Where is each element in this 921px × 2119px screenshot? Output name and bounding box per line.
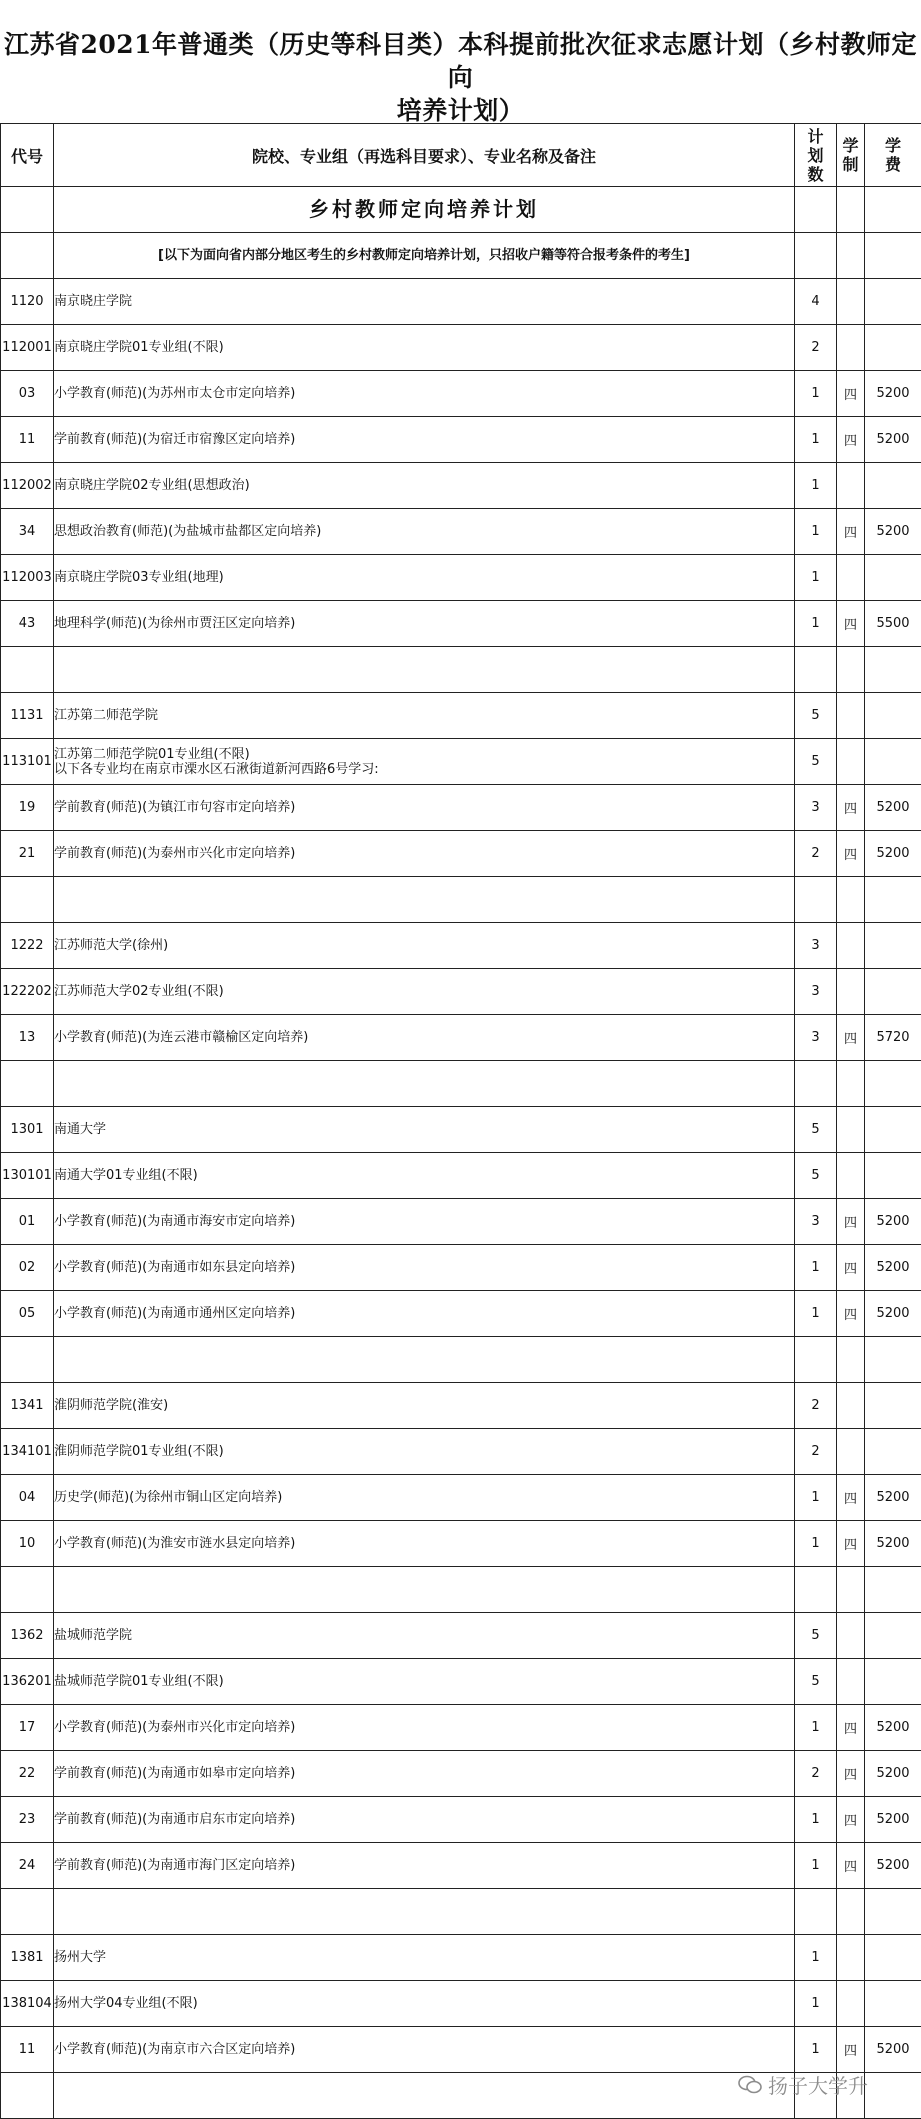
table-row <box>1 1015 921 1061</box>
cell-code: 130101 <box>1 1153 54 1199</box>
table-body <box>1 187 921 2119</box>
table-row <box>1 1245 921 1291</box>
cell-name: 盐城师范学院01专业组(不限) <box>54 1659 795 1705</box>
cell-num: 1 <box>795 601 837 647</box>
table-row <box>1 923 921 969</box>
cell-fee <box>865 923 921 969</box>
cell-code: 11 <box>1 2027 54 2073</box>
cell-num: 3 <box>795 923 837 969</box>
cell-fee <box>865 647 921 693</box>
cell-fee <box>865 555 921 601</box>
cell-name-line: 江苏第二师范学院01专业组(不限) <box>54 746 250 762</box>
cell-fee: 5200 <box>865 1245 921 1291</box>
cell-years: 四 <box>837 601 865 647</box>
table-row <box>1 325 921 371</box>
cell-name: 南京晓庄学院01专业组(不限) <box>54 325 795 371</box>
header-name: 院校、专业组（再选科目要求）、专业名称及备注 <box>54 124 795 187</box>
table-row <box>1 693 921 739</box>
table-row <box>1 1153 921 1199</box>
cell-num: 1 <box>795 555 837 601</box>
cell-fee <box>865 2073 921 2119</box>
table-row <box>1 1613 921 1659</box>
cell-num: 1 <box>795 509 837 555</box>
cell-name: 学前教育(师范)(为宿迁市宿豫区定向培养) <box>54 417 795 463</box>
cell-name: 学前教育(师范)(为南通市启东市定向培养) <box>54 1797 795 1843</box>
table-row <box>1 785 921 831</box>
cell-fee: 5200 <box>865 509 921 555</box>
cell-fee <box>865 1107 921 1153</box>
cell-years <box>837 877 865 923</box>
cell-fee <box>865 187 921 233</box>
cell-num: 5 <box>795 1613 837 1659</box>
cell-code: 13 <box>1 1015 54 1061</box>
cell-years: 四 <box>837 1751 865 1797</box>
cell-name-remark: 以下各专业均在南京市溧水区石湫街道新河西路6号学习: <box>54 761 379 777</box>
cell-num: 3 <box>795 1015 837 1061</box>
cell-name: 学前教育(师范)(为镇江市句容市定向培养) <box>54 785 795 831</box>
cell-code: 112001 <box>1 325 54 371</box>
cell-name <box>54 2073 795 2119</box>
cell-years: 四 <box>837 1199 865 1245</box>
spacer-row <box>1 647 921 693</box>
cell-code: 1222 <box>1 923 54 969</box>
cell-code <box>1 1337 54 1383</box>
cell-num: 2 <box>795 1751 837 1797</box>
cell-num: 3 <box>795 1199 837 1245</box>
cell-fee <box>865 1153 921 1199</box>
table-header-row <box>1 124 921 187</box>
cell-code: 17 <box>1 1705 54 1751</box>
cell-code: 23 <box>1 1797 54 1843</box>
cell-code: 04 <box>1 1475 54 1521</box>
table-row <box>1 1429 921 1475</box>
cell-years <box>837 1889 865 1935</box>
cell-name: 历史学(师范)(为徐州市铜山区定向培养) <box>54 1475 795 1521</box>
cell-name <box>54 1567 795 1613</box>
cell-num <box>795 233 837 279</box>
cell-num: 1 <box>795 417 837 463</box>
cell-code: 122202 <box>1 969 54 1015</box>
cell-fee: 5200 <box>865 1291 921 1337</box>
cell-years <box>837 1337 865 1383</box>
cell-years <box>837 1935 865 1981</box>
cell-code: 43 <box>1 601 54 647</box>
cell-fee <box>865 1337 921 1383</box>
cell-code: 05 <box>1 1291 54 1337</box>
cell-name <box>54 1889 795 1935</box>
cell-name: 江苏师范大学(徐州) <box>54 923 795 969</box>
cell-name: 地理科学(师范)(为徐州市贾汪区定向培养) <box>54 601 795 647</box>
cell-years: 四 <box>837 1521 865 1567</box>
cell-num: 5 <box>795 1153 837 1199</box>
cell-name: 思想政治教育(师范)(为盐城市盐都区定向培养) <box>54 509 795 555</box>
cell-name: 小学教育(师范)(为南通市海安市定向培养) <box>54 1199 795 1245</box>
cell-num: 2 <box>795 1383 837 1429</box>
cell-name: 小学教育(师范)(为淮安市涟水县定向培养) <box>54 1521 795 1567</box>
cell-code: 1301 <box>1 1107 54 1153</box>
cell-years: 四 <box>837 1843 865 1889</box>
cell-code: 1131 <box>1 693 54 739</box>
cell-num <box>795 877 837 923</box>
cell-code: 112003 <box>1 555 54 601</box>
cell-fee <box>865 693 921 739</box>
cell-fee <box>865 1429 921 1475</box>
cell-fee <box>865 1061 921 1107</box>
cell-num: 5 <box>795 1107 837 1153</box>
table-row <box>1 969 921 1015</box>
cell-code <box>1 187 54 233</box>
table-row <box>1 1291 921 1337</box>
table-row <box>1 1705 921 1751</box>
cell-fee: 5200 <box>865 1475 921 1521</box>
cell-fee <box>865 1659 921 1705</box>
cell-num: 3 <box>795 969 837 1015</box>
cell-fee: 5200 <box>865 1199 921 1245</box>
cell-num: 1 <box>795 1475 837 1521</box>
cell-name <box>54 1337 795 1383</box>
cell-name: 学前教育(师范)(为南通市如皋市定向培养) <box>54 1751 795 1797</box>
cell-code: 112002 <box>1 463 54 509</box>
cell-fee <box>865 279 921 325</box>
cell-code: 1341 <box>1 1383 54 1429</box>
cell-fee <box>865 1613 921 1659</box>
cell-years <box>837 693 865 739</box>
cell-name: 小学教育(师范)(为苏州市太仓市定向培养) <box>54 371 795 417</box>
cell-num: 1 <box>795 1843 837 1889</box>
cell-years: 四 <box>837 2027 865 2073</box>
cell-name <box>54 647 795 693</box>
cell-fee: 5200 <box>865 1751 921 1797</box>
cell-code <box>1 877 54 923</box>
cell-fee: 5200 <box>865 1843 921 1889</box>
spacer-row <box>1 1337 921 1383</box>
watermark-text: 扬子大学升 <box>768 2074 868 2098</box>
cell-code <box>1 233 54 279</box>
table-row <box>1 831 921 877</box>
cell-name: [以下为面向省内部分地区考生的乡村教师定向培养计划，只招收户籍等符合报考条件的考生] <box>54 233 795 279</box>
spacer-row <box>1 1061 921 1107</box>
cell-num: 1 <box>795 1705 837 1751</box>
cell-name: 淮阴师范学院(淮安) <box>54 1383 795 1429</box>
header-years: 学 制 <box>837 124 865 187</box>
cell-name: 南通大学01专业组(不限) <box>54 1153 795 1199</box>
document-title <box>0 28 921 127</box>
cell-name <box>54 739 795 785</box>
cell-years: 四 <box>837 1705 865 1751</box>
cell-name: 小学教育(师范)(为连云港市赣榆区定向培养) <box>54 1015 795 1061</box>
table-row <box>1 509 921 555</box>
cell-num: 1 <box>795 1245 837 1291</box>
cell-fee: 5200 <box>865 1521 921 1567</box>
cell-fee <box>865 325 921 371</box>
cell-fee: 5200 <box>865 371 921 417</box>
cell-name: 南京晓庄学院02专业组(思想政治) <box>54 463 795 509</box>
cell-code: 19 <box>1 785 54 831</box>
header-fee: 学 费 <box>865 124 921 187</box>
spacer-row <box>1 1889 921 1935</box>
cell-name: 扬州大学04专业组(不限) <box>54 1981 795 2027</box>
cell-years: 四 <box>837 1245 865 1291</box>
cell-years <box>837 1981 865 2027</box>
cell-name: 江苏第二师范学院 <box>54 693 795 739</box>
cell-name: 南通大学 <box>54 1107 795 1153</box>
cell-name: 乡村教师定向培养计划 <box>54 187 795 233</box>
cell-name: 江苏师范大学02专业组(不限) <box>54 969 795 1015</box>
table-row <box>1 1935 921 1981</box>
cell-code: 34 <box>1 509 54 555</box>
cell-num: 1 <box>795 1521 837 1567</box>
cell-name <box>54 1061 795 1107</box>
cell-years <box>837 1107 865 1153</box>
spacer-row <box>1 1567 921 1613</box>
cell-fee: 5200 <box>865 1797 921 1843</box>
cell-fee <box>865 1935 921 1981</box>
cell-years: 四 <box>837 509 865 555</box>
section-band-row <box>1 187 921 233</box>
cell-code: 113101 <box>1 739 54 785</box>
cell-fee <box>865 1981 921 2027</box>
cell-fee: 5200 <box>865 2027 921 2073</box>
cell-fee <box>865 463 921 509</box>
cell-fee: 5200 <box>865 785 921 831</box>
cell-fee: 5200 <box>865 831 921 877</box>
cell-code <box>1 1889 54 1935</box>
cell-num <box>795 1337 837 1383</box>
cell-years: 四 <box>837 1291 865 1337</box>
cell-years <box>837 1429 865 1475</box>
cell-years <box>837 555 865 601</box>
cell-code: 02 <box>1 1245 54 1291</box>
plan-table <box>0 123 921 2119</box>
cell-num: 3 <box>795 785 837 831</box>
cell-code <box>1 1061 54 1107</box>
section-note-row <box>1 233 921 279</box>
cell-years <box>837 1061 865 1107</box>
cell-fee: 5200 <box>865 417 921 463</box>
cell-fee <box>865 233 921 279</box>
table-row <box>1 1475 921 1521</box>
cell-years <box>837 1567 865 1613</box>
table-row <box>1 1107 921 1153</box>
cell-code: 24 <box>1 1843 54 1889</box>
cell-name: 淮阴师范学院01专业组(不限) <box>54 1429 795 1475</box>
cell-name: 小学教育(师范)(为南通市如东县定向培养) <box>54 1245 795 1291</box>
wechat-icon <box>738 2075 762 2095</box>
cell-years: 四 <box>837 1475 865 1521</box>
cell-code <box>1 1567 54 1613</box>
table-row <box>1 371 921 417</box>
table-row <box>1 1521 921 1567</box>
cell-years <box>837 739 865 785</box>
table-row <box>1 1383 921 1429</box>
cell-num: 1 <box>795 371 837 417</box>
cell-years: 四 <box>837 831 865 877</box>
table-row <box>1 417 921 463</box>
cell-code: 1120 <box>1 279 54 325</box>
cell-years: 四 <box>837 1797 865 1843</box>
cell-code: 01 <box>1 1199 54 1245</box>
cell-years <box>837 325 865 371</box>
cell-num <box>795 187 837 233</box>
cell-code <box>1 647 54 693</box>
spacer-row <box>1 877 921 923</box>
cell-num: 1 <box>795 1935 837 1981</box>
table-row <box>1 463 921 509</box>
cell-name: 盐城师范学院 <box>54 1613 795 1659</box>
table-row <box>1 2027 921 2073</box>
cell-fee <box>865 969 921 1015</box>
cell-num: 1 <box>795 1291 837 1337</box>
title-line-2: 培养计划） <box>396 96 525 125</box>
header-num: 计 划 数 <box>795 124 837 187</box>
table-row <box>1 601 921 647</box>
cell-years <box>837 1383 865 1429</box>
table-row <box>1 1659 921 1705</box>
cell-num: 2 <box>795 831 837 877</box>
cell-fee: 5720 <box>865 1015 921 1061</box>
cell-fee <box>865 1889 921 1935</box>
cell-code: 134101 <box>1 1429 54 1475</box>
cell-fee: 5500 <box>865 601 921 647</box>
cell-code: 21 <box>1 831 54 877</box>
cell-years <box>837 923 865 969</box>
table-row <box>1 1981 921 2027</box>
cell-num <box>795 1567 837 1613</box>
cell-name: 南京晓庄学院 <box>54 279 795 325</box>
cell-fee <box>865 1567 921 1613</box>
cell-fee <box>865 1383 921 1429</box>
cell-num: 2 <box>795 325 837 371</box>
cell-num: 5 <box>795 1659 837 1705</box>
cell-name: 学前教育(师范)(为泰州市兴化市定向培养) <box>54 831 795 877</box>
cell-num: 4 <box>795 279 837 325</box>
cell-num: 1 <box>795 2027 837 2073</box>
cell-years: 四 <box>837 785 865 831</box>
table-row <box>1 555 921 601</box>
cell-name: 扬州大学 <box>54 1935 795 1981</box>
table-row <box>1 739 921 785</box>
cell-years <box>837 969 865 1015</box>
cell-code: 136201 <box>1 1659 54 1705</box>
cell-num <box>795 1889 837 1935</box>
cell-num <box>795 647 837 693</box>
cell-code: 03 <box>1 371 54 417</box>
cell-years: 四 <box>837 1015 865 1061</box>
cell-name <box>54 877 795 923</box>
cell-years <box>837 233 865 279</box>
cell-years: 四 <box>837 417 865 463</box>
cell-num: 5 <box>795 739 837 785</box>
header-code: 代号 <box>1 124 54 187</box>
cell-years <box>837 1153 865 1199</box>
cell-num <box>795 1061 837 1107</box>
table-row <box>1 1797 921 1843</box>
watermark <box>738 2070 868 2099</box>
cell-code: 1362 <box>1 1613 54 1659</box>
table-row <box>1 1843 921 1889</box>
cell-name: 小学教育(师范)(为南京市六合区定向培养) <box>54 2027 795 2073</box>
cell-code: 22 <box>1 1751 54 1797</box>
cell-code: 10 <box>1 1521 54 1567</box>
cell-num: 5 <box>795 693 837 739</box>
cell-years <box>837 1659 865 1705</box>
cell-code: 11 <box>1 417 54 463</box>
cell-name: 小学教育(师范)(为南通市通州区定向培养) <box>54 1291 795 1337</box>
cell-fee: 5200 <box>865 1705 921 1751</box>
cell-years: 四 <box>837 371 865 417</box>
cell-num: 2 <box>795 1429 837 1475</box>
cell-years <box>837 187 865 233</box>
table-row <box>1 279 921 325</box>
cell-years <box>837 463 865 509</box>
cell-years <box>837 1613 865 1659</box>
cell-code <box>1 2073 54 2119</box>
cell-name: 南京晓庄学院03专业组(地理) <box>54 555 795 601</box>
title-line-1: 江苏省2021年普通类（历史等科目类）本科提前批次征求志愿计划（乡村教师定向 <box>3 30 918 92</box>
cell-years <box>837 647 865 693</box>
cell-name: 学前教育(师范)(为南通市海门区定向培养) <box>54 1843 795 1889</box>
cell-code: 138104 <box>1 1981 54 2027</box>
cell-fee <box>865 739 921 785</box>
cell-fee <box>865 877 921 923</box>
table-row <box>1 1751 921 1797</box>
cell-num: 1 <box>795 1981 837 2027</box>
cell-num: 1 <box>795 1797 837 1843</box>
table-row <box>1 1199 921 1245</box>
cell-years <box>837 279 865 325</box>
cell-num: 1 <box>795 463 837 509</box>
cell-code: 1381 <box>1 1935 54 1981</box>
cell-name: 小学教育(师范)(为泰州市兴化市定向培养) <box>54 1705 795 1751</box>
